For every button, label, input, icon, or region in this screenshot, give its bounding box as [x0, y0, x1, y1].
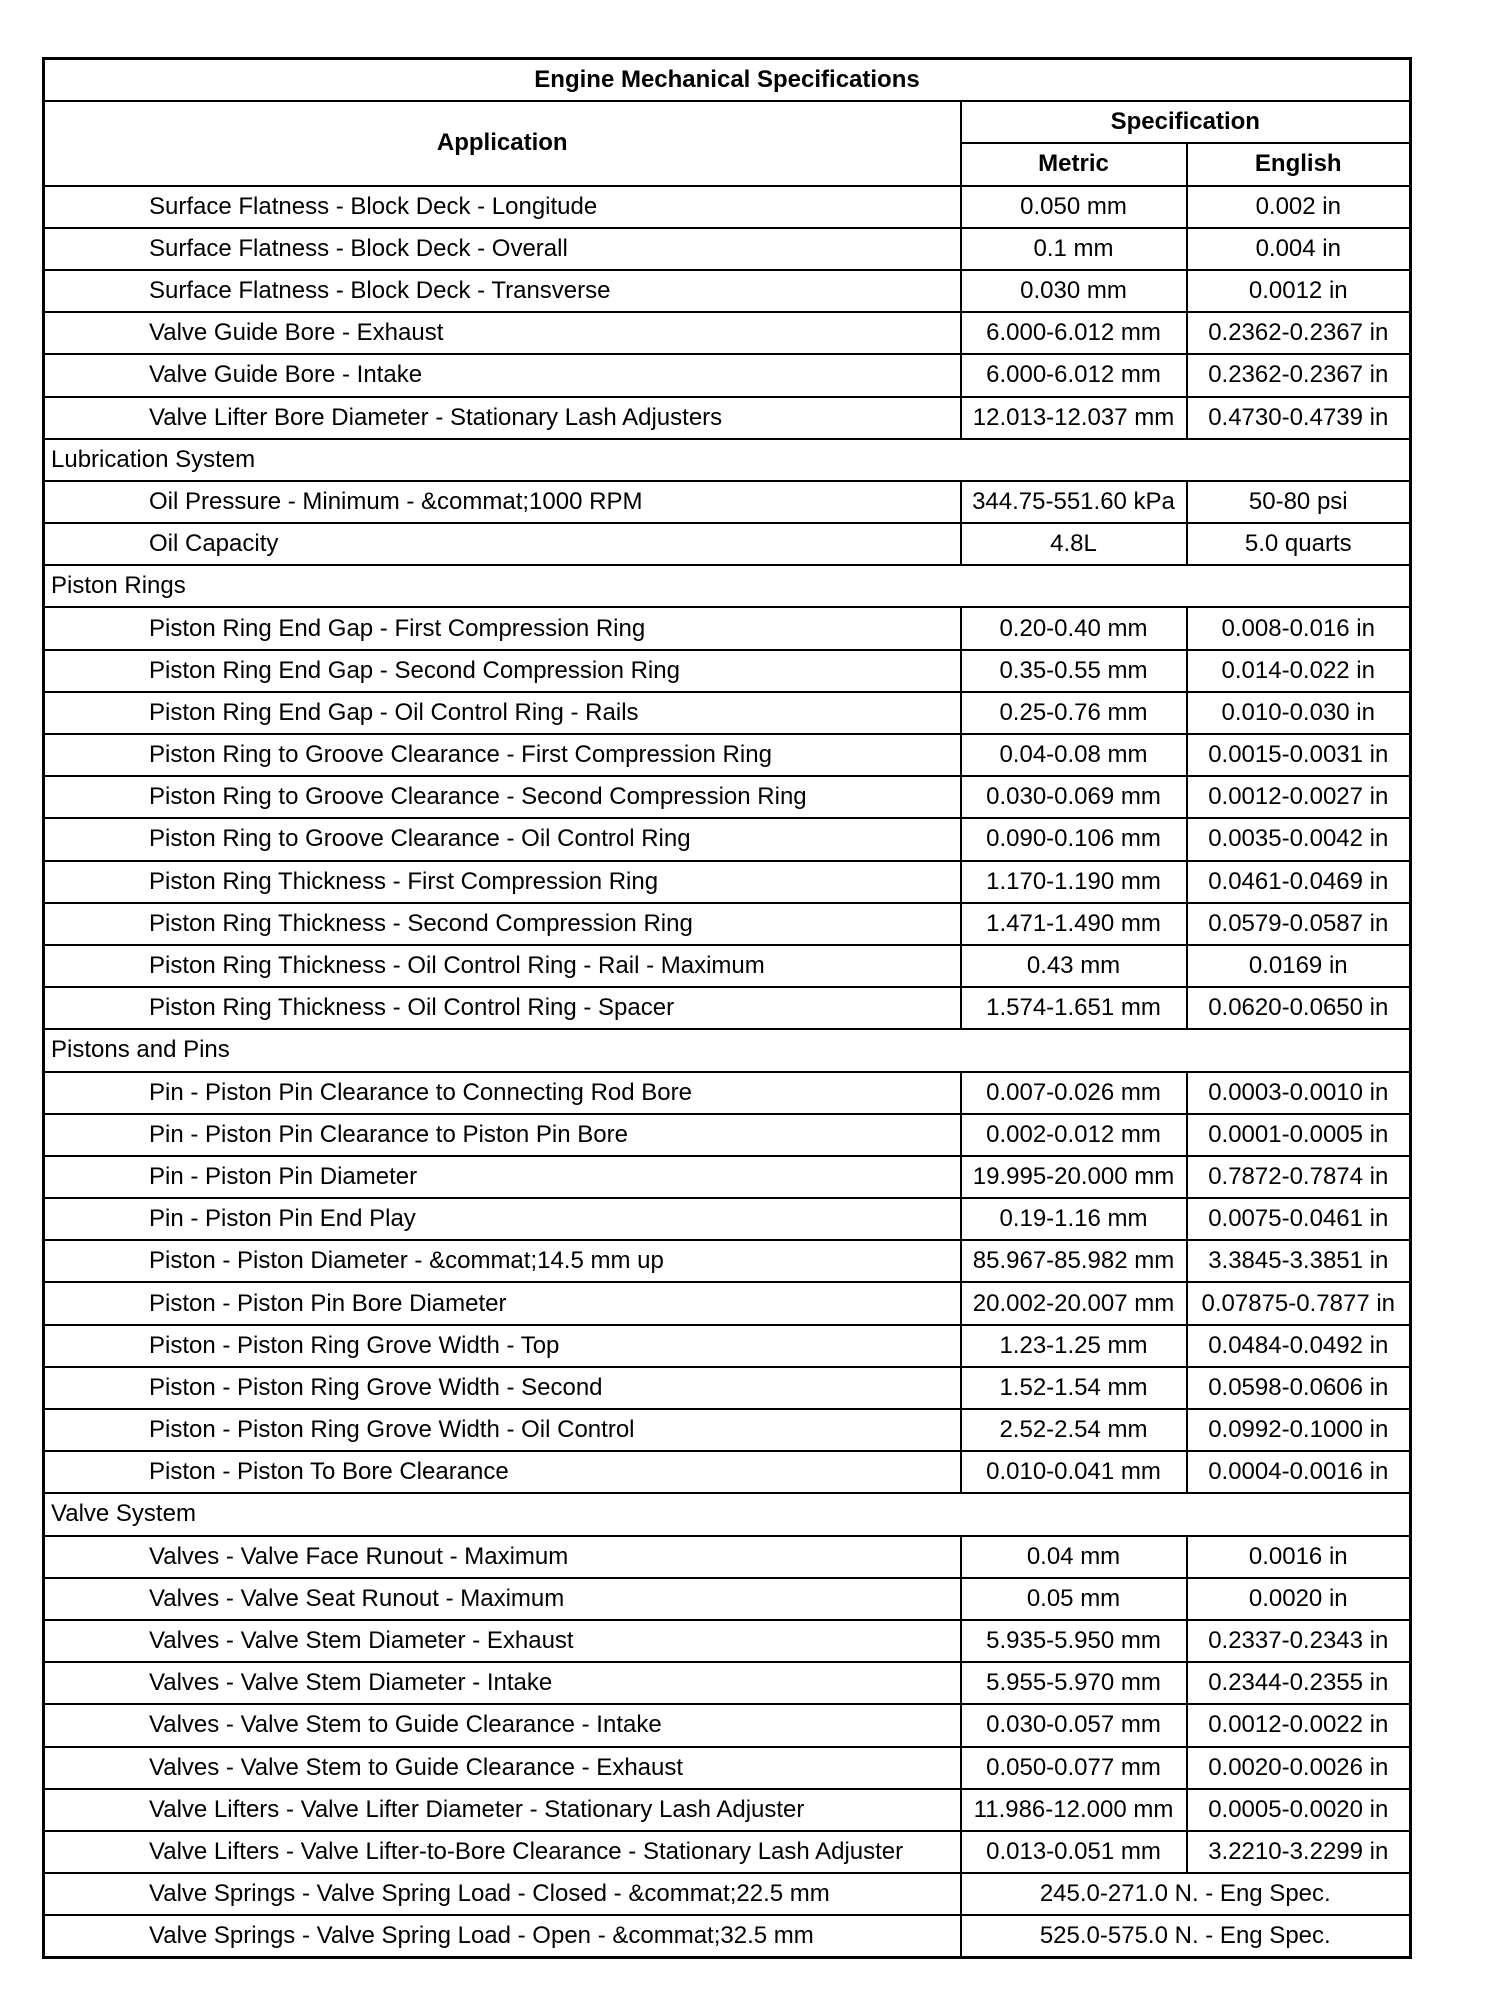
metric-cell: 1.574-1.651 mm [961, 987, 1187, 1029]
english-cell: 0.014-0.022 in [1187, 650, 1411, 692]
table-row [44, 734, 1411, 776]
metric-cell: 0.43 mm [961, 945, 1187, 987]
english-cell: 0.0598-0.0606 in [1187, 1367, 1411, 1409]
table-row [44, 1662, 1411, 1704]
application-cell: Piston - Piston Ring Grove Width - Top [44, 1325, 961, 1367]
application-cell: Piston - Piston Ring Grove Width - Second [44, 1367, 961, 1409]
application-cell: Piston Ring Thickness - Oil Control Ring - Rail - Maximum [44, 945, 961, 987]
english-cell: 0.0020 in [1187, 1578, 1411, 1620]
metric-cell: 0.050 mm [961, 186, 1187, 228]
table-row [44, 1282, 1411, 1324]
english-cell: 3.3845-3.3851 in [1187, 1240, 1411, 1282]
english-cell: 0.0484-0.0492 in [1187, 1325, 1411, 1367]
table-row [44, 312, 1411, 354]
table-row [44, 903, 1411, 945]
metric-cell: 1.52-1.54 mm [961, 1367, 1187, 1409]
application-cell: Valves - Valve Stem to Guide Clearance - Exhaust [44, 1747, 961, 1789]
english-cell: 0.0005-0.0020 in [1187, 1789, 1411, 1831]
english-cell: 0.0012 in [1187, 270, 1411, 312]
metric-cell: 344.75-551.60 kPa [961, 481, 1187, 523]
section-label: Valve System [44, 1493, 1411, 1535]
table-row [44, 861, 1411, 903]
table-row [44, 481, 1411, 523]
table-row [44, 1325, 1411, 1367]
english-cell: 0.0035-0.0042 in [1187, 818, 1411, 860]
metric-cell: 11.986-12.000 mm [961, 1789, 1187, 1831]
english-cell: 0.008-0.016 in [1187, 607, 1411, 649]
english-cell: 0.0620-0.0650 in [1187, 987, 1411, 1029]
application-cell: Piston Ring to Groove Clearance - Second Compression Ring [44, 776, 961, 818]
table-row [44, 1451, 1411, 1493]
english-cell: 0.0015-0.0031 in [1187, 734, 1411, 776]
specification-header: Specification [961, 101, 1411, 143]
metric-cell: 0.04 mm [961, 1536, 1187, 1578]
english-cell: 0.0004-0.0016 in [1187, 1451, 1411, 1493]
english-cell: 0.0001-0.0005 in [1187, 1114, 1411, 1156]
application-cell: Oil Capacity [44, 523, 961, 565]
table-row [44, 1873, 1411, 1915]
application-cell: Valves - Valve Face Runout - Maximum [44, 1536, 961, 1578]
table-row [44, 776, 1411, 818]
metric-cell: 6.000-6.012 mm [961, 354, 1187, 396]
application-cell: Oil Pressure - Minimum - &commat;1000 RPM [44, 481, 961, 523]
application-cell: Valve Lifter Bore Diameter - Stationary Lash Adjusters [44, 397, 961, 439]
application-cell: Valve Springs - Valve Spring Load - Closed - &commat;22.5 mm [44, 1873, 961, 1915]
english-cell: 50-80 psi [1187, 481, 1411, 523]
section-row [44, 1493, 1411, 1535]
table-row [44, 1367, 1411, 1409]
english-cell: 0.002 in [1187, 186, 1411, 228]
metric-cell: 85.967-85.982 mm [961, 1240, 1187, 1282]
english-cell: 0.2362-0.2367 in [1187, 312, 1411, 354]
table-row [44, 1747, 1411, 1789]
table-row [44, 270, 1411, 312]
english-cell: 0.0169 in [1187, 945, 1411, 987]
english-cell: 3.2210-3.2299 in [1187, 1831, 1411, 1873]
application-cell: Valve Lifters - Valve Lifter Diameter - Stationary Lash Adjuster [44, 1789, 961, 1831]
application-cell: Pin - Piston Pin Clearance to Connecting Rod Bore [44, 1072, 961, 1114]
table-row [44, 1831, 1411, 1873]
table-row [44, 818, 1411, 860]
english-cell: 0.0461-0.0469 in [1187, 861, 1411, 903]
section-label: Pistons and Pins [44, 1029, 1411, 1071]
table-row [44, 397, 1411, 439]
table-row [44, 523, 1411, 565]
metric-cell: 20.002-20.007 mm [961, 1282, 1187, 1324]
application-cell: Piston Ring End Gap - First Compression Ring [44, 607, 961, 649]
english-cell: 0.4730-0.4739 in [1187, 397, 1411, 439]
application-cell: Piston - Piston Diameter - &commat;14.5 mm up [44, 1240, 961, 1282]
application-cell: Piston Ring Thickness - Oil Control Ring - Spacer [44, 987, 961, 1029]
application-cell: Surface Flatness - Block Deck - Longitude [44, 186, 961, 228]
metric-cell: 0.030-0.069 mm [961, 776, 1187, 818]
english-cell: 0.0016 in [1187, 1536, 1411, 1578]
english-cell: 0.2337-0.2343 in [1187, 1620, 1411, 1662]
english-cell: 0.0075-0.0461 in [1187, 1198, 1411, 1240]
section-label: Piston Rings [44, 565, 1411, 607]
application-cell: Piston Ring End Gap - Second Compression Ring [44, 650, 961, 692]
metric-cell: 0.010-0.041 mm [961, 1451, 1187, 1493]
application-cell: Valve Guide Bore - Intake [44, 354, 961, 396]
table-row [44, 692, 1411, 734]
application-cell: Valves - Valve Stem to Guide Clearance - Intake [44, 1704, 961, 1746]
metric-cell: 6.000-6.012 mm [961, 312, 1187, 354]
english-cell: 0.0992-0.1000 in [1187, 1409, 1411, 1451]
table-row [44, 1620, 1411, 1662]
section-row [44, 1029, 1411, 1071]
table-row [44, 1072, 1411, 1114]
metric-cell: 0.030 mm [961, 270, 1187, 312]
application-cell: Piston - Piston Pin Bore Diameter [44, 1282, 961, 1324]
metric-cell: 0.002-0.012 mm [961, 1114, 1187, 1156]
metric-cell: 1.23-1.25 mm [961, 1325, 1187, 1367]
english-cell: 0.004 in [1187, 228, 1411, 270]
metric-cell: 1.170-1.190 mm [961, 861, 1187, 903]
application-cell: Piston Ring Thickness - Second Compression Ring [44, 903, 961, 945]
table-row [44, 1915, 1411, 1958]
application-cell: Surface Flatness - Block Deck - Overall [44, 228, 961, 270]
metric-cell: 12.013-12.037 mm [961, 397, 1187, 439]
table-title: Engine Mechanical Specifications [44, 59, 1411, 102]
application-cell: Pin - Piston Pin Diameter [44, 1156, 961, 1198]
metric-cell: 0.20-0.40 mm [961, 607, 1187, 649]
application-cell: Valve Lifters - Valve Lifter-to-Bore Clearance - Stationary Lash Adjuster [44, 1831, 961, 1873]
table-row [44, 650, 1411, 692]
application-cell: Piston Ring Thickness - First Compression Ring [44, 861, 961, 903]
application-cell: Pin - Piston Pin End Play [44, 1198, 961, 1240]
english-cell: 0.0003-0.0010 in [1187, 1072, 1411, 1114]
metric-cell: 0.35-0.55 mm [961, 650, 1187, 692]
metric-cell: 0.013-0.051 mm [961, 1831, 1187, 1873]
english-cell: 0.0012-0.0022 in [1187, 1704, 1411, 1746]
metric-cell: 0.19-1.16 mm [961, 1198, 1187, 1240]
english-cell: 0.0020-0.0026 in [1187, 1747, 1411, 1789]
metric-cell: 2.52-2.54 mm [961, 1409, 1187, 1451]
merged-spec-cell: 245.0-271.0 N. - Eng Spec. [961, 1873, 1411, 1915]
section-row [44, 565, 1411, 607]
table-row [44, 228, 1411, 270]
table-row [44, 1198, 1411, 1240]
english-header: English [1187, 143, 1411, 185]
table-row [44, 1704, 1411, 1746]
english-cell: 5.0 quarts [1187, 523, 1411, 565]
application-cell: Piston - Piston Ring Grove Width - Oil Control [44, 1409, 961, 1451]
metric-cell: 0.05 mm [961, 1578, 1187, 1620]
metric-cell: 19.995-20.000 mm [961, 1156, 1187, 1198]
application-cell: Piston Ring to Groove Clearance - Oil Control Ring [44, 818, 961, 860]
metric-cell: 0.030-0.057 mm [961, 1704, 1187, 1746]
table-row [44, 607, 1411, 649]
application-cell: Valve Guide Bore - Exhaust [44, 312, 961, 354]
english-cell: 0.0012-0.0027 in [1187, 776, 1411, 818]
metric-cell: 5.955-5.970 mm [961, 1662, 1187, 1704]
application-cell: Valves - Valve Seat Runout - Maximum [44, 1578, 961, 1620]
table-row [44, 987, 1411, 1029]
application-cell: Valves - Valve Stem Diameter - Exhaust [44, 1620, 961, 1662]
metric-cell: 1.471-1.490 mm [961, 903, 1187, 945]
metric-header: Metric [961, 143, 1187, 185]
english-cell: 0.07875-0.7877 in [1187, 1282, 1411, 1324]
english-cell: 0.2362-0.2367 in [1187, 354, 1411, 396]
application-header: Application [44, 101, 961, 185]
table-row [44, 354, 1411, 396]
table-row [44, 1409, 1411, 1451]
metric-cell: 5.935-5.950 mm [961, 1620, 1187, 1662]
table-row [44, 1114, 1411, 1156]
merged-spec-cell: 525.0-575.0 N. - Eng Spec. [961, 1915, 1411, 1958]
table-row [44, 186, 1411, 228]
english-cell: 0.7872-0.7874 in [1187, 1156, 1411, 1198]
table-body [44, 186, 1411, 1958]
application-cell: Pin - Piston Pin Clearance to Piston Pin Bore [44, 1114, 961, 1156]
metric-cell: 0.04-0.08 mm [961, 734, 1187, 776]
engine-spec-table [42, 57, 1412, 1959]
table-row [44, 1240, 1411, 1282]
table-row [44, 1578, 1411, 1620]
application-cell: Piston Ring End Gap - Oil Control Ring - Rails [44, 692, 961, 734]
metric-cell: 4.8L [961, 523, 1187, 565]
section-row [44, 439, 1411, 481]
application-cell: Piston Ring to Groove Clearance - First Compression Ring [44, 734, 961, 776]
metric-cell: 0.007-0.026 mm [961, 1072, 1187, 1114]
metric-cell: 0.090-0.106 mm [961, 818, 1187, 860]
table-row [44, 1789, 1411, 1831]
application-cell: Valves - Valve Stem Diameter - Intake [44, 1662, 961, 1704]
table-row [44, 1156, 1411, 1198]
metric-cell: 0.25-0.76 mm [961, 692, 1187, 734]
application-cell: Valve Springs - Valve Spring Load - Open - &commat;32.5 mm [44, 1915, 961, 1958]
table-row [44, 945, 1411, 987]
english-cell: 0.2344-0.2355 in [1187, 1662, 1411, 1704]
application-cell: Piston - Piston To Bore Clearance [44, 1451, 961, 1493]
english-cell: 0.0579-0.0587 in [1187, 903, 1411, 945]
application-cell: Surface Flatness - Block Deck - Transverse [44, 270, 961, 312]
metric-cell: 0.050-0.077 mm [961, 1747, 1187, 1789]
english-cell: 0.010-0.030 in [1187, 692, 1411, 734]
section-label: Lubrication System [44, 439, 1411, 481]
table-row [44, 1536, 1411, 1578]
metric-cell: 0.1 mm [961, 228, 1187, 270]
